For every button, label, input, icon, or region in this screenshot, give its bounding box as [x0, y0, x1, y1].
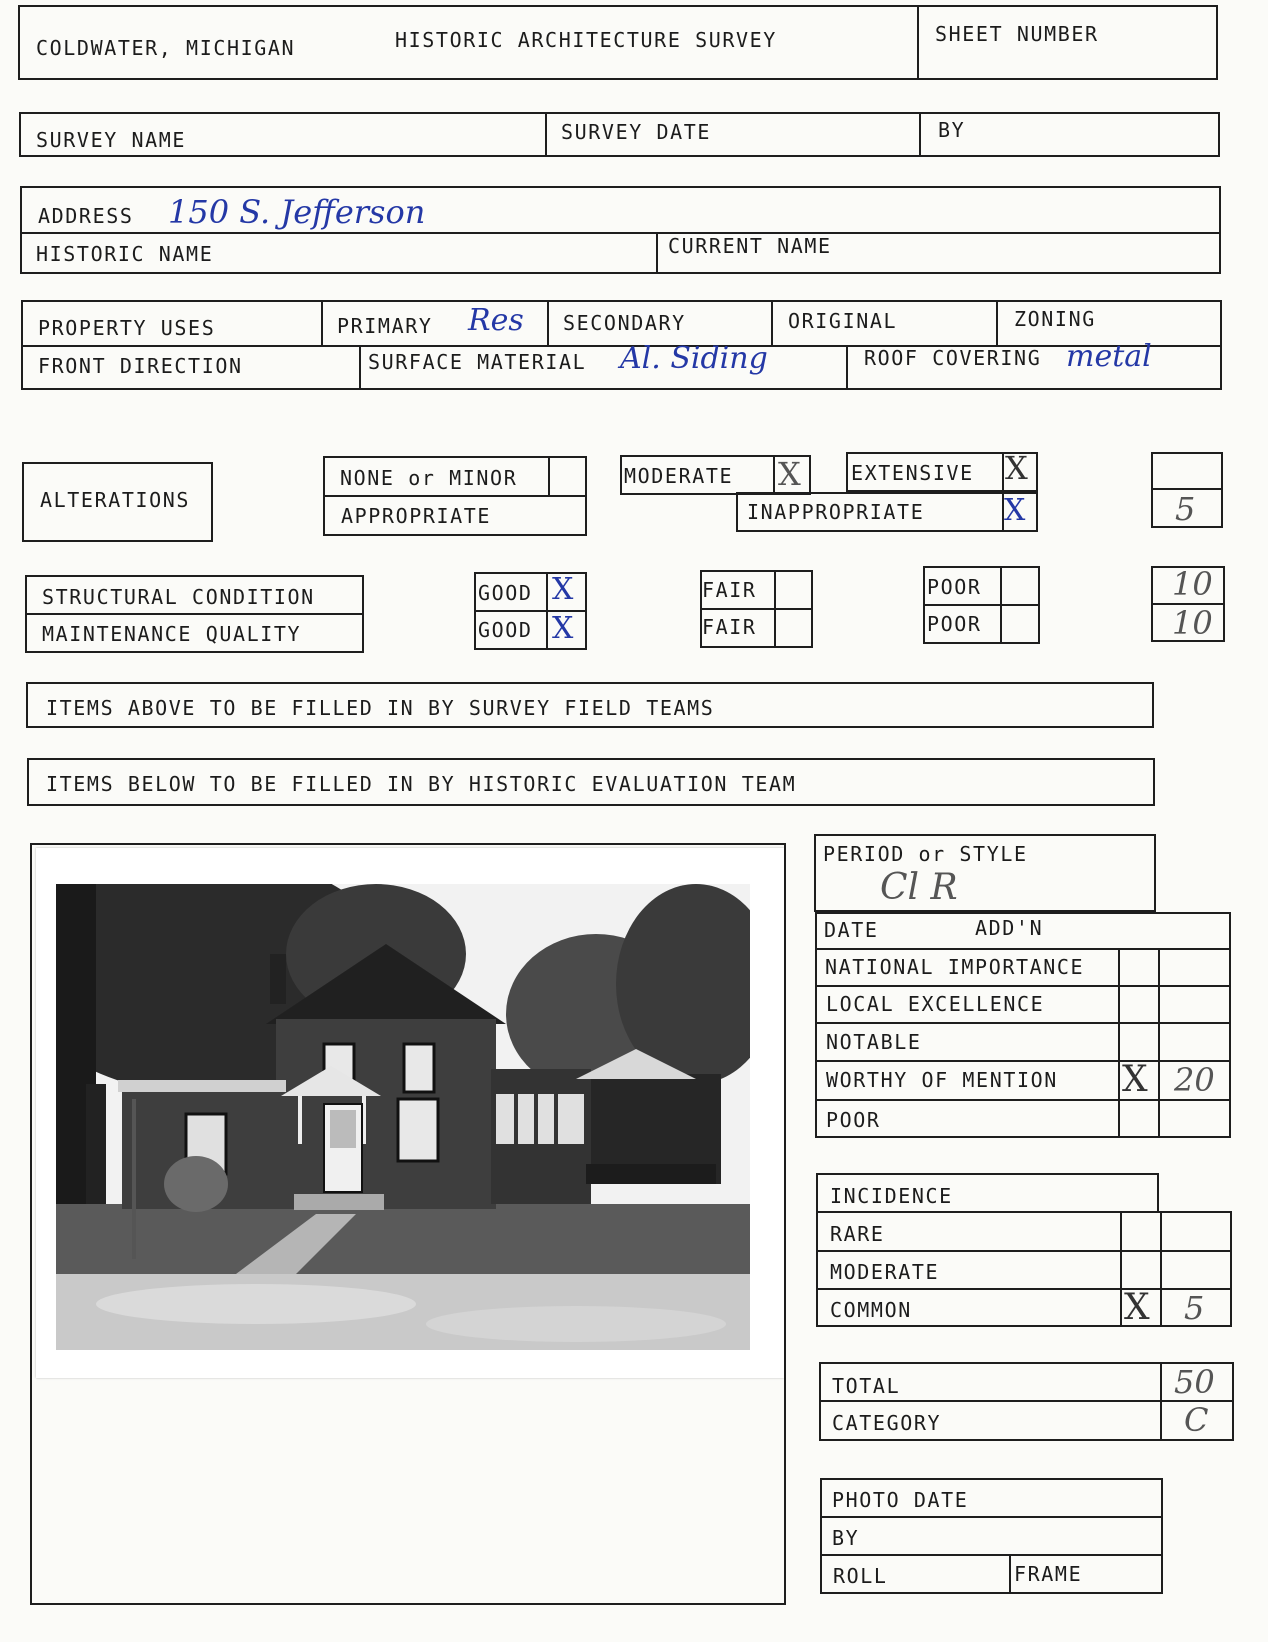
period-style-label: PERIOD or STYLE — [823, 842, 1028, 866]
eval-addn-label: ADD'N — [975, 916, 1044, 940]
historic-name-label: HISTORIC NAME — [36, 242, 214, 266]
house-photograph — [56, 884, 750, 1350]
evaluation-note: ITEMS BELOW TO BE FILLED IN BY HISTORIC EVALUATION TEAM — [46, 772, 797, 796]
incidence-moderate-label: MODERATE — [830, 1260, 940, 1284]
rare-label: RARE — [830, 1222, 885, 1246]
extensive-label: EXTENSIVE — [851, 461, 974, 485]
zoning-label: ZONING — [1014, 307, 1096, 331]
appropriate-label: APPROPRIATE — [341, 504, 492, 528]
survey-by-label: BY — [938, 118, 966, 142]
category-value: C — [1184, 1401, 1209, 1439]
frame-label: FRAME — [1014, 1562, 1083, 1586]
primary-value: Res — [468, 303, 524, 338]
surface-material-value: Al. Siding — [620, 341, 768, 376]
eval-date-label: DATE — [824, 918, 879, 942]
photo-date-label: PHOTO DATE — [832, 1488, 969, 1512]
roof-covering-value: metal — [1066, 339, 1152, 374]
local-excellence-label: LOCAL EXCELLENCE — [826, 992, 1045, 1016]
address-value: 150 S. Jefferson — [168, 193, 426, 231]
fair-label-maintenance: FAIR — [702, 615, 757, 639]
good-label-structural: GOOD — [478, 581, 533, 605]
property-uses-label: PROPERTY USES — [38, 316, 216, 340]
inappropriate-mark: X — [1004, 493, 1026, 528]
inappropriate-label: INAPPROPRIATE — [747, 500, 925, 524]
sheet-number-label: SHEET NUMBER — [935, 22, 1099, 46]
poor-label-maintenance: POOR — [927, 612, 982, 636]
field-teams-note: ITEMS ABOVE TO BE FILLED IN BY SURVEY FIELD TEAMS — [46, 696, 715, 720]
fair-label-structural: FAIR — [702, 578, 757, 602]
alterations-score: 5 — [1175, 490, 1196, 528]
address-label: ADDRESS — [38, 204, 134, 228]
worthy-score: 20 — [1174, 1061, 1215, 1099]
roll-label: ROLL — [833, 1564, 888, 1588]
total-value: 50 — [1174, 1363, 1215, 1401]
alterations-label: ALTERATIONS — [40, 488, 191, 512]
photo-by-label: BY — [832, 1526, 860, 1550]
primary-label: PRIMARY — [337, 314, 433, 338]
structural-score: 10 — [1172, 565, 1213, 603]
evaluation-box — [815, 912, 1231, 1138]
extensive-mark: X — [1005, 449, 1028, 487]
worthy-of-mention-label: WORTHY OF MENTION — [826, 1068, 1058, 1092]
total-label: TOTAL — [832, 1374, 901, 1398]
worthy-mark: X — [1122, 1059, 1148, 1100]
poor-label-structural: POOR — [927, 575, 982, 599]
front-direction-label: FRONT DIRECTION — [38, 354, 243, 378]
moderate-mark: X — [778, 455, 801, 493]
category-label: CATEGORY — [832, 1411, 942, 1435]
surface-material-label: SURFACE MATERIAL — [368, 350, 587, 374]
photo-mount — [36, 848, 784, 1378]
eval-poor-label: POOR — [826, 1108, 881, 1132]
city-label: COLDWATER, MICHIGAN — [36, 36, 296, 60]
structural-good-mark: X — [552, 572, 574, 607]
national-importance-label: NATIONAL IMPORTANCE — [825, 955, 1085, 979]
none-minor-label: NONE or MINOR — [340, 466, 518, 490]
current-name-label: CURRENT NAME — [668, 234, 832, 258]
maintenance-good-mark: X — [552, 611, 574, 646]
maintenance-quality-label: MAINTENANCE QUALITY — [42, 622, 302, 646]
roof-covering-label: ROOF COVERING — [864, 346, 1042, 370]
form-title: HISTORIC ARCHITECTURE SURVEY — [395, 28, 777, 52]
moderate-label: MODERATE — [624, 464, 734, 488]
period-style-value: Cl R — [880, 867, 958, 908]
survey-date-label: SURVEY DATE — [561, 120, 712, 144]
structural-condition-label: STRUCTURAL CONDITION — [42, 585, 315, 609]
survey-name-label: SURVEY NAME — [36, 128, 187, 152]
common-mark: X — [1124, 1287, 1150, 1328]
secondary-label: SECONDARY — [563, 311, 686, 335]
original-label: ORIGINAL — [788, 309, 898, 333]
common-score: 5 — [1184, 1289, 1205, 1327]
incidence-label: INCIDENCE — [830, 1184, 953, 1208]
good-label-maintenance: GOOD — [478, 618, 533, 642]
maintenance-score: 10 — [1172, 604, 1213, 642]
notable-label: NOTABLE — [826, 1030, 922, 1054]
common-label: COMMON — [830, 1298, 912, 1322]
